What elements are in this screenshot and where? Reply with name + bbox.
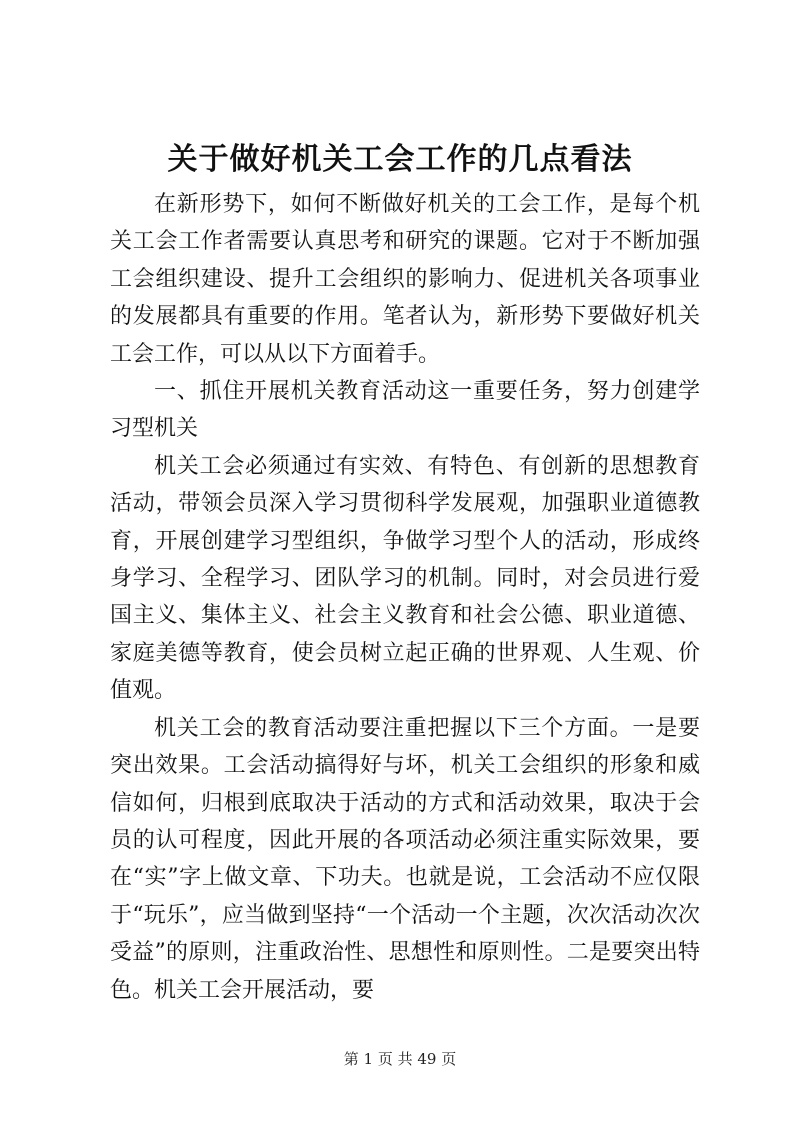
page-footer: 第 1 页 共 49 页 (343, 1050, 457, 1068)
document-title: 关于做好机关工会工作的几点看法 (167, 142, 633, 177)
section-heading-1: 一、抓住开展机关教育活动这一重要任务，努力创建学习型机关 (110, 379, 700, 442)
paragraph-intro: 在新形势下，如何不断做好机关的工会工作，是每个机关工会工作者需要认真思考和研究的课题。它对于不断加强工会组织建设、提升工会组织的影响力、促进机关各项事业的发展都具有重要的作用。笔者认为，新形势下要做好机关工会工作，可以从以下方面着手。 (110, 192, 700, 367)
paragraph-three-aspects: 机关工会的教育活动要注重把握以下三个方面。一是要突出效果。工会活动搞得好与坏，机关工会组织的形象和威信如何，归根到底取决于活动的方式和活动效果，取决于会员的认可程度，因此开展的各项活动必须注重实际效果，要在“实”字上做文章、下功夫。也就是说，工会活动不应仅限于“玩乐”，应当做到坚持“一个活动一个主题，次次活动次次受益”的原则，注重政治性、思想性和原则性。二是要突出特色。机关工会开展活动，要 (110, 715, 700, 1003)
paragraph-education: 机关工会必须通过有实效、有特色、有创新的思想教育活动，带领会员深入学习贯彻科学发展观，加强职业道德教育，开展创建学习型组织，争做学习型个人的活动，形成终身学习、全程学习、团队学习的机制。同时，对会员进行爱国主义、集体主义、社会主义教育和社会公德、职业道德、家庭美德等教育，使会员树立起正确的世界观、人生观、价值观。 (110, 453, 700, 704)
document-body (110, 186, 700, 1009)
